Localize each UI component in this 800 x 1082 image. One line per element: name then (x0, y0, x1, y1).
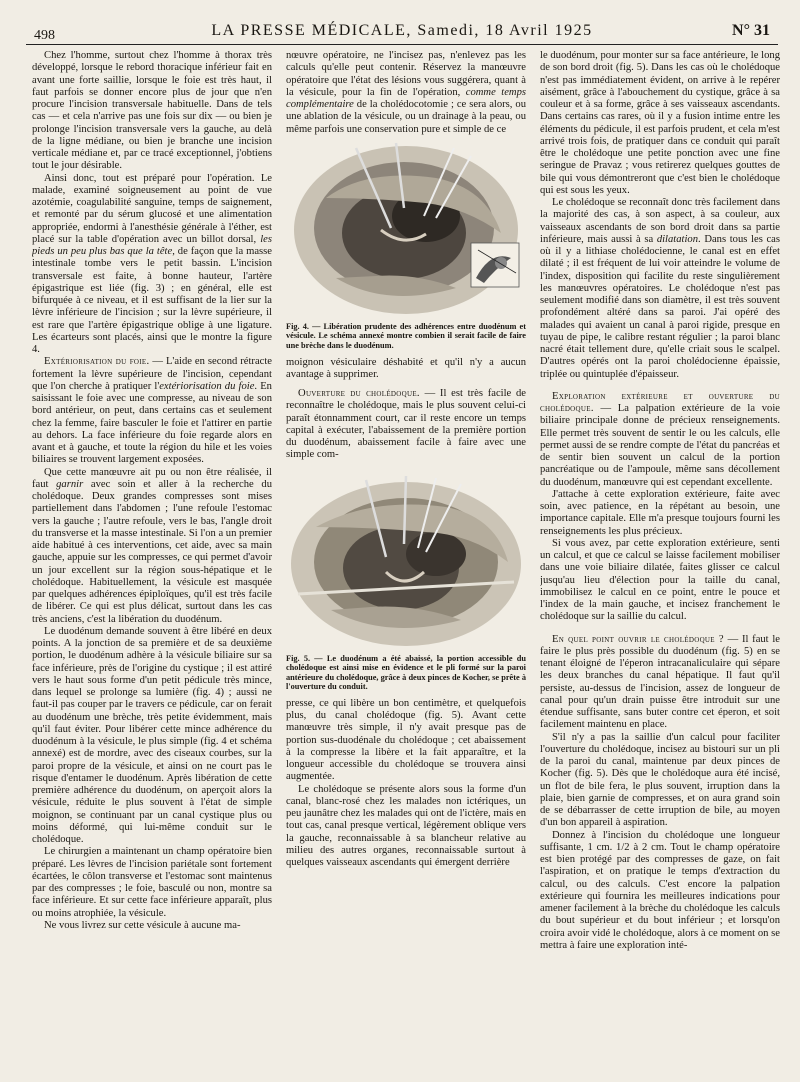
page-header (26, 4, 778, 45)
paragraph: Le chirurgien a maintenant un champ opératoire bien préparé. Les lèvres de l'incision pariétale sont fortement écartées, le côlon transverse et l'estomac sont maintenus par des compresses ; le foie, basculé ou non, montre sa face inférieure. Et sur cette face inférieure apparaît, plus ou moins atrophiée, la vésicule. (32, 846, 272, 919)
column-middle (286, 50, 526, 1080)
column-left (32, 50, 272, 1080)
paragraph: Extériorisation du foie. — L'aide en second rétracte fortement la lèvre supérieure de l'incision, cependant que l'on cherche à pratiquer l'extériorisation du foie. En saisissant le foie avec une compresse, au niveau de son bord antérieur, on peut, dans certains cas et seulement chez la femme, faire basculer le foie et l'attirer en partie au dehors. La face inférieure du foie regarde alors en avant et à gauche, et toute la région du hile et les voies biliaires se trouvent largement exposées. (32, 356, 272, 466)
paragraph: Si vous avez, par cette exploration extérieure, senti un calcul, et que ce calcul se laisse facilement mobiliser dans une voie biliaire dilatée, faites glisser ce calcul jusqu'au lieu d'élection pour la taille du canal, immobilisez le calcul en ce point, entre le pouce et l'index de la main gauche, et incisez franchement le cholédoque sur la saillie du calcul. (540, 537, 780, 623)
issue-number: N° 31 (732, 22, 770, 39)
column-right (540, 50, 780, 1080)
section-heading: Ouverture du cholédoque. (298, 388, 420, 400)
paragraph: En quel point ouvrir le cholédoque ? — Il faut le faire le plus près possible du duodénum (fig. 5) en se tenant éloigné de l'éperon intracanaliculaire qui sépare les deux branches du canal hépatique. Il faut qu'il persiste, au-dessus de l'incision, assez de longueur de canal pour qu'un drain puisse être introduit sur une étendue suffisante, sans buter contre cet éperon, et soit facilement maintenu en place. (540, 633, 780, 731)
journal-title: LA PRESSE MÉDICALE, Samedi, 18 Avril 1925 (211, 22, 593, 39)
paragraph: Le duodénum demande souvent à être libéré en deux points. A la jonction de sa première et de sa deuxième portion, le duodénum adhère à la vésicule biliaire sur sa face inférieure, près de l'origine du cystique ; il est attiré vers le haut sous forme d'un petit pédicule très mince, dans lequel se prolonge sa lumière (fig. 4) ; aussi ne faut-il pas couper par le travers ce pédicule, car on ferait au duodénum une brèche, très petite évidemment, mais qu'il faut éviter. Pour libérer cette mince adhérence du duodénum à la vésicule, le plus simple (fig. 4 et schéma annexé) est de mordre, avec des ciseaux courbes, sur la paroi propre de la vésicule, et ainsi on ne court pas le risque d'entamer le duodénum. Après libération de cette première adhérence du duodénum, on aperçoit alors la vésicule, réduite le plus souvent à l'état de simple moignon, se continuant par un canal cystique plus ou moins déformé, qui lui-même conduit sur le cholédoque. (32, 625, 272, 845)
paragraph: Le cholédoque se reconnaît donc très facilement dans la majorité des cas, à son aspect, à sa couleur, aux vaisseaux ascendants de son bord droit dans sa partie inférieure, mais aussi à sa dilatation. Dans tous les cas où il y a lithiase cholédocienne, le canal est en effet dilaté ; il est fréquent de lui voir atteindre le volume de l'index, disposition qui facilite du reste singulièrement les manœuvres opératoires. Le cholédoque n'est pas seulement modifié dans son diamètre, il est très souvent profondément altéré dans sa paroi. J'ai opéré des malades qui avaient un canal à paroi rigide, presque en tuyau de pipe, le calibre restant régulier ; la paroi blanc nacré était tellement dure, qu'elle criait sous le scalpel. D'autres opérés ont la paroi cholédocienne épaissie, triplée ou quintuplée d'épaisseur. (540, 197, 780, 380)
paragraph: Exploration extérieure et ouverture du cholédoque. — La palpation extérieure de la voie biliaire principale donne de précieux renseignements. Elle permet très souvent de sentir le ou les calculs, elle permet aussi de se rendre compte de l'état du pancréas et de sentir bien souvent un calcul de la portion pancréatique ou de l'ampoule, même sans décollement du duodénum, manœuvre qui est cependant excellente. (540, 390, 780, 488)
paragraph: Que cette manœuvre ait pu ou non être réalisée, il faut garnir avec soin et aller à la recherche du cholédoque. Deux grandes compresses sont mises partiellement dans l'abdomen ; l'une refoule l'estomac vers la gauche ; l'autre refoule, vers le bas, l'angle droit du transverse et la masse intestinale. Si l'on a un premier aide habitué à ces interventions, cet aide, avec sa main gauche, appuie sur les compresses, ce qui permet d'avoir un jour excellent sur la région sous-hépatique et le cholédoque. Habituellement, la vésicule est masquée par quelques adhérences épiploïques, qu'il est très facile de libérer. Ce qui est plus délicat, surtout dans les cas très anciens, c'est la libération du duodénum. (32, 466, 272, 625)
figure-4-caption: Fig. 4. — Libération prudente des adhérences entre duodénum et vésicule. Le schéma annexé montre combien il serait facile de faire une brèche dans le duodénum. (286, 321, 526, 350)
figure-5 (286, 472, 526, 692)
paragraph: Le cholédoque se présente alors sous la forme d'un canal, blanc-rosé chez les malades non ictériques, un peu jaunâtre chez les malades qui ont de l'ictère, mais en tout cas, canal presque vertical, légèrement oblique vers la gauche, reconnaissable à sa blancheur relative au milieu des autres organes, reconnaissable surtout à quelques vaisseaux ascendants qui émergent derrière (286, 783, 526, 869)
paragraph: Chez l'homme, surtout chez l'homme à thorax très développé, lorsque le rebord thoracique inférieur fait en avant une forte saillie, lorsque le foie est très haut, il faut parfois se donner encore plus de jour que n'en procure l'incision transversale habituelle. Dans de tels cas — et cela n'arrive pas une fois sur dix — ou bien je prolonge l'incision transversale vers la gauche, au delà de la ligne médiane, ou bien je branche une incision verticale médiane et, par ce tracé exceptionnel, j'obtiens tout le jour désirable. (32, 50, 272, 172)
section-heading: En quel point ouvrir le cholédoque ? (552, 633, 724, 645)
paragraph: le duodénum, pour monter sur sa face antérieure, le long de son bord droit (fig. 5). Dans les cas où le cholédoque n'est pas immédiatement évident, on arrive à le repérer aisément, grâce à l'abouchement du cystique, grâce à sa couleur et à sa forme, grâce à ses vaisseaux ascendants. Dans certains cas rares, où il y a fusion intime entre les éléments du pédicule, il est parfois prudent, et cela m'est arrivé trois fois, de pratiquer dans ce conduit qui paraît être le cholédoque une petite ponction avec une fine seringue de Pravaz ; vous retirerez quelques gouttes de bile qui vous démontreront que c'est bien le cholédoque qui est sous les yeux. (540, 50, 780, 196)
section-heading: Extériorisation du foie. (44, 356, 150, 368)
paragraph: Ouverture du cholédoque. — Il est très facile de reconnaître le cholédoque, mais le plus souvent celui-ci paraît étonnamment court, car il reste encore un temps capital à exécuter, l'abaissement de la première portion du duodénum, abaissement facile à faire avec une simple com- (286, 388, 526, 461)
paragraph: J'attache à cette exploration extérieure, faite avec soin, avec patience, en la répétant au besoin, une importance capitale. Elle m'a presque toujours fourni les renseignements les plus précieux. (540, 488, 780, 537)
section-heading: Exploration extérieure et ouverture du cholédoque. (540, 390, 780, 414)
surgical-illustration-fig4 (286, 138, 526, 318)
paragraph: S'il n'y a pas la saillie d'un calcul pour faciliter l'ouverture du cholédoque, incisez au bistouri sur un pli de la paroi du canal, maintenue par deux pinces de Kocher (fig. 5). Dès que le cholédoque aura été incisé, un flot de bile fera, le plus souvent, irruption dans la plaie, bien garnie de compresses, et on aura grand soin de se débarrasser de cette irruption de bile, au moyen d'un bon appareil à aspiration. (540, 731, 780, 829)
page-number: 498 (34, 28, 55, 43)
figure-4 (286, 138, 526, 351)
paragraph: Ainsi donc, tout est préparé pour l'opération. Le malade, examiné soigneusement au point de vue azotémie, coagulabilité sanguine, temps de saignement, et remonté par du sérum glucosé et une alimentation appropriée, endormi à l'anesthésie générale à l'éther, est placé sur la table d'opération avec un billot dorsal, les pieds un peu plus bas que la tête, de façon que la masse intestinale tombe vers le petit bassin. L'incision transversale est faite, à bonne hauteur, l'artère épigastrique est liée (fig. 3) ; en général, elle est bifurquée à ce niveau, et il est suffisant de la lier sur la lèvre inférieure de l'incision ; sur la lèvre supérieure, il est rare que l'artère épigastrique oblige à une ligature. Les écarteurs sont placés, ainsi que le montre la figure 4. (32, 172, 272, 355)
paragraph: Donnez à l'incision du cholédoque une longueur suffisante, 1 cm. 1/2 à 2 cm. Tout le champ opératoire est bien protégé par des compresses de gaze, on fait l'aspiration, et on pratique le temps d'extraction du calcul, ou des calculs. C'est encore la palpation extérieure qui fournira les meilleures indications pour amener facilement à la brèche du cholédoque les calculs du bout supérieur et du bout inférieur ; et lorsqu'on croira avoir vidé le cholédoque, alors à ce moment on se mettra à faire une exploration inté- (540, 829, 780, 951)
paragraph: nœuvre opératoire, ne l'incisez pas, n'enlevez pas les calculs qu'elle peut contenir. Réservez la manœuvre opératoire que l'état des lésions vous suggérera, quant à la vésicule, pour la fin de l'opération, comme temps complémentaire de la cholédocotomie ; ce sera alors, ou une ablation de la vésicule, ou un drainage à la peau, ou même parfois une conservation pure et simple de ce (286, 50, 526, 135)
paragraph: presse, ce qui libère un bon centimètre, et quelquefois plus, du canal cholédoque (fig. 5). Avant cette manœuvre très simple, il n'y avait presque pas de portion sus-duodénale du cholédoque ; cet abaissement à la compresse la libère et la fait apparaître, et la longueur accessible du cholédoque se trouvera ainsi augmentée. (286, 697, 526, 783)
paragraph: Ne vous livrez sur cette vésicule à aucune ma- (44, 919, 241, 931)
figure-5-caption: Fig. 5. — Le duodénum a été abaissé, la portion accessible du cholédoque est ainsi mise en évidence et le pli formé sur la paroi antérieure du cholédoque, grâce à deux pinces de Kocher, se prête à l'ouverture du conduit. (286, 653, 526, 692)
paragraph: moignon vésiculaire déshabité et qu'il n'y a aucun avantage à supprimer. (286, 356, 526, 380)
surgical-illustration-fig5 (286, 472, 526, 650)
